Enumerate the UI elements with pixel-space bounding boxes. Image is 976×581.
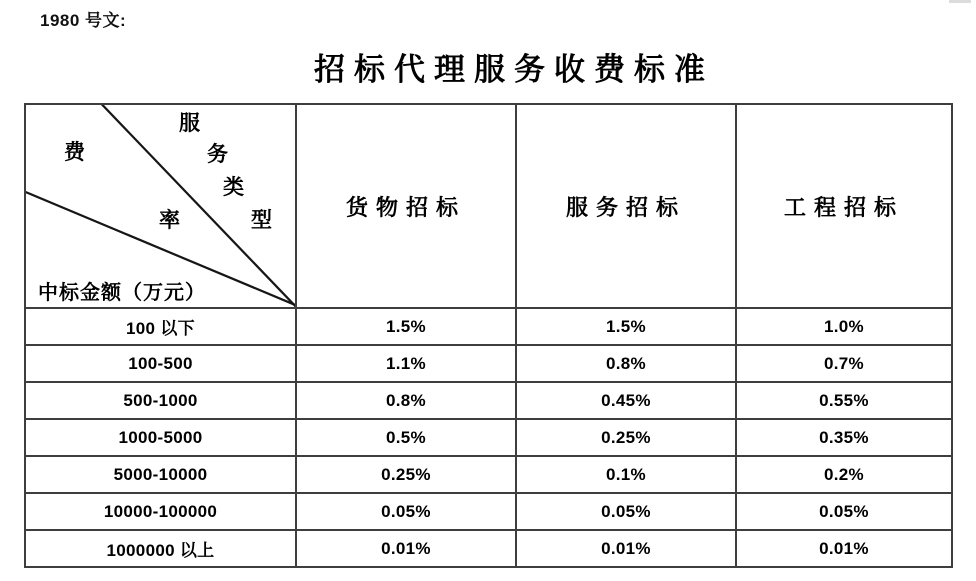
row-range-label: 500-1000 [25, 382, 296, 419]
row-range-label: 5000-10000 [25, 456, 296, 493]
column-header-engineering: 工程招标 [736, 104, 952, 308]
rate-cell: 0.8% [296, 382, 516, 419]
column-header-goods: 货物招标 [296, 104, 516, 308]
diagonal-header-cell [25, 104, 296, 308]
rate-cell: 1.1% [296, 345, 516, 382]
rate-cell: 0.1% [516, 456, 736, 493]
rate-cell: 1.5% [296, 308, 516, 345]
corner-char-service-3: 类 [223, 175, 244, 199]
table-row [25, 382, 952, 419]
rate-cell: 0.25% [516, 419, 736, 456]
rate-cell: 0.55% [736, 382, 952, 419]
corner-char-fee: 费 [64, 140, 85, 164]
row-range-label: 1000-5000 [25, 419, 296, 456]
rate-cell: 0.01% [296, 530, 516, 567]
rate-cell: 0.25% [296, 456, 516, 493]
row-range-label: 1000000 以上 [25, 530, 296, 567]
corner-char-service-4: 型 [251, 208, 272, 232]
rate-cell: 1.5% [516, 308, 736, 345]
rate-cell: 0.5% [296, 419, 516, 456]
page-title: 招标代理服务收费标准 [314, 52, 714, 87]
rate-cell: 0.7% [736, 345, 952, 382]
rate-cell: 0.8% [516, 345, 736, 382]
fee-standard-table [24, 103, 953, 568]
corner-char-service-2: 务 [207, 142, 228, 166]
column-header-service: 服务招标 [516, 104, 736, 308]
table-row [25, 419, 952, 456]
table-row [25, 308, 952, 345]
table-row [25, 493, 952, 530]
row-range-label: 100 以下 [25, 308, 296, 345]
amount-axis-label: 中标金额（万元） [38, 282, 206, 304]
table-row [25, 456, 952, 493]
rate-cell: 0.45% [516, 382, 736, 419]
doc-number-label: 1980 号文: [40, 11, 127, 30]
rate-cell: 0.2% [736, 456, 952, 493]
row-range-label: 100-500 [25, 345, 296, 382]
row-range-label: 10000-100000 [25, 493, 296, 530]
corner-char-rate: 率 [159, 208, 180, 232]
rate-cell: 0.01% [736, 530, 952, 567]
rate-cell: 0.05% [296, 493, 516, 530]
table-header-row [25, 104, 952, 308]
table-row [25, 530, 952, 567]
rate-cell: 0.01% [516, 530, 736, 567]
corner-char-service-1: 服 [179, 111, 200, 135]
table-row [25, 345, 952, 382]
rate-cell: 0.05% [516, 493, 736, 530]
page-edge-artifact [949, 0, 971, 3]
rate-cell: 1.0% [736, 308, 952, 345]
rate-cell: 0.05% [736, 493, 952, 530]
rate-cell: 0.35% [736, 419, 952, 456]
